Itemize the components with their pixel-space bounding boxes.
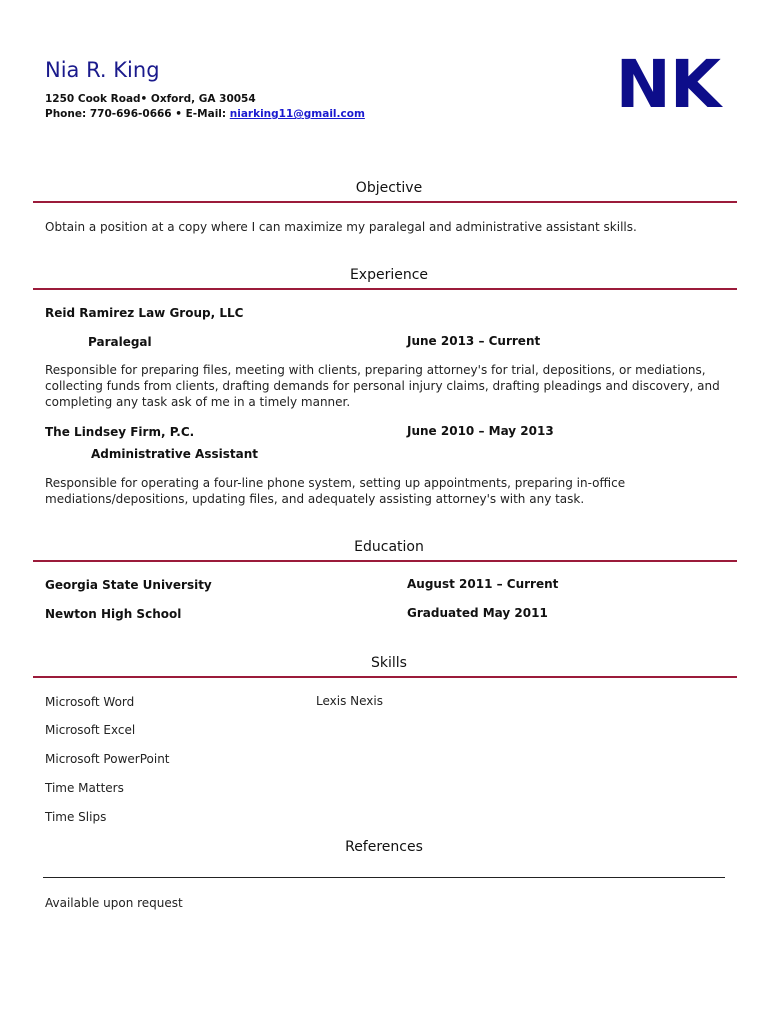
school-2-name: Newton High School — [45, 607, 182, 621]
skill-item: Microsoft Excel — [45, 723, 136, 737]
job-1-description: Responsible for preparing files, meeting with clients, preparing attorney's for trial, depositions, or mediations, collecting funds from clients, drafting demands for personal injury claims, drafting pleadings and discovery, and completing any task ask of me in a timely manner. — [45, 363, 720, 409]
references-heading: References — [345, 839, 423, 855]
job-1-employer: Reid Ramirez Law Group, LLC — [45, 306, 244, 320]
job-2-description: Responsible for operating a four-line phone system, setting up appointments, preparing in-office mediations/depositions, updating files, and adequately assisting attorney's with any task. — [45, 476, 626, 506]
address-line: 1250 Cook Road• Oxford, GA 30054 — [45, 93, 256, 105]
skill-item: Time Matters — [45, 781, 124, 795]
skills-divider — [33, 676, 737, 678]
references-divider — [43, 877, 725, 878]
objective-heading: Objective — [355, 180, 423, 196]
experience-heading: Experience — [349, 267, 429, 283]
education-divider — [33, 560, 737, 562]
skill-item: Microsoft Word — [45, 695, 135, 709]
contact-line — [45, 108, 365, 120]
skill-item: Microsoft PowerPoint — [45, 752, 170, 766]
skill-item: Lexis Nexis — [316, 694, 383, 708]
job-2-dates: June 2010 – May 2013 — [407, 424, 554, 438]
skill-item: Time Slips — [45, 810, 107, 824]
monogram-initials: NK — [615, 46, 720, 123]
skills-heading: Skills — [371, 655, 407, 671]
job-1-role: Paralegal — [88, 335, 152, 349]
school-1-name: Georgia State University — [45, 578, 212, 592]
job-2-role: Administrative Assistant — [91, 447, 258, 461]
experience-divider — [33, 288, 737, 290]
objective-text: Obtain a position at a copy where I can maximize my paralegal and administrative assistant skills. — [45, 220, 637, 234]
candidate-name: Nia R. King — [45, 58, 160, 82]
objective-divider — [33, 201, 737, 203]
job-1-dates: June 2013 – Current — [407, 334, 541, 348]
school-1-dates: August 2011 – Current — [407, 577, 559, 591]
phone-text: Phone: 770-696-0666 • E-Mail: — [45, 108, 230, 120]
email-link[interactable]: niarking11@gmail.com — [229, 108, 365, 120]
job-2-employer: The Lindsey Firm, P.C. — [45, 425, 195, 439]
education-heading: Education — [354, 539, 424, 555]
school-2-dates: Graduated May 2011 — [407, 606, 548, 620]
references-text: Available upon request — [45, 896, 183, 910]
